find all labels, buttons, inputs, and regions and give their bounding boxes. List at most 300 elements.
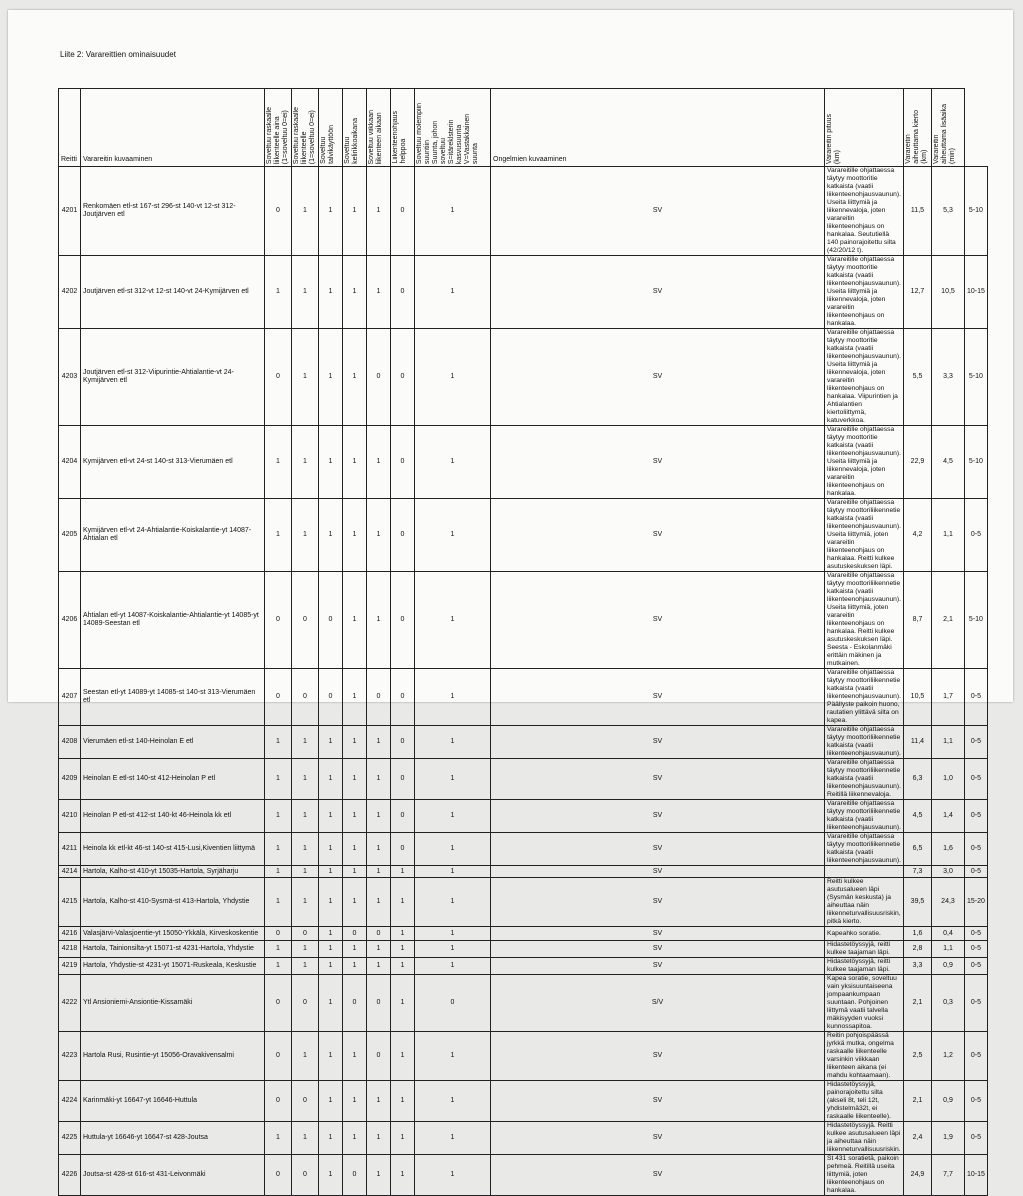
route-description: Hartola, Tainionsilta-yt 15071-st 4231-Hartola, Yhdystie — [81, 941, 265, 958]
flag-cell: 0 — [265, 975, 292, 1032]
flag-cell: 1 — [343, 726, 367, 759]
flag-cell: SV — [491, 759, 825, 800]
route-id: 4201 — [59, 167, 81, 256]
route-length: 2,1 — [903, 975, 931, 1032]
flag-cell: 1 — [292, 941, 319, 958]
flag-cell: 1 — [367, 878, 391, 927]
document-title: Liite 2: Varareittien ominaisuudet — [60, 50, 176, 59]
flag-cell: 1 — [367, 167, 391, 256]
flag-cell: 0 — [265, 1155, 292, 1196]
flag-cell: 1 — [415, 426, 491, 499]
flag-cell: 1 — [415, 1155, 491, 1196]
flag-cell: 0 — [367, 1032, 391, 1081]
table-row — [59, 1155, 988, 1196]
detour-length: 4,5 — [931, 426, 964, 499]
route-length: 2,1 — [903, 1081, 931, 1122]
flag-cell: 1 — [319, 1122, 343, 1155]
flag-cell: 0 — [265, 1081, 292, 1122]
extra-time: 0-5 — [964, 833, 987, 866]
flag-cell: 1 — [415, 941, 491, 958]
flag-cell: 1 — [319, 941, 343, 958]
header-detour: Varareitin aiheuttama kierto (km) — [903, 89, 931, 167]
flag-cell: 1 — [343, 329, 367, 426]
detour-length: 1,0 — [931, 759, 964, 800]
detour-length: 1,6 — [931, 833, 964, 866]
route-length: 11,5 — [903, 167, 931, 256]
route-id: 4215 — [59, 878, 81, 927]
flag-cell: 1 — [415, 958, 491, 975]
extra-time: 5-10 — [964, 572, 987, 669]
flag-cell: 0 — [391, 572, 415, 669]
detour-length: 1,4 — [931, 800, 964, 833]
route-description: Joutjärven etl-st 312-Viipurintie-Ahtialantie-vt 24-Kymijärven etl — [81, 329, 265, 426]
flag-cell: 1 — [265, 833, 292, 866]
flag-cell: 1 — [292, 800, 319, 833]
detour-length: 2,1 — [931, 572, 964, 669]
flag-cell: 1 — [319, 499, 343, 572]
flag-cell: SV — [491, 941, 825, 958]
detour-length: 1,1 — [931, 499, 964, 572]
flag-cell: 1 — [391, 927, 415, 941]
route-id: 4224 — [59, 1081, 81, 1122]
flag-cell: 1 — [319, 759, 343, 800]
problem-description: Reitti kulkee asutusalueen läpi (Sysmän keskusta) ja aiheuttaa näin liikenneturvallisuusriskin, pitkä kierto. — [825, 878, 904, 927]
route-description: Hartola, Kalho-st 410-yt 15035-Hartola, Syrjäharju — [81, 866, 265, 878]
flag-cell: S/V — [491, 975, 825, 1032]
flag-cell: SV — [491, 1155, 825, 1196]
route-length: 39,5 — [903, 878, 931, 927]
flag-cell: 1 — [415, 669, 491, 726]
extra-time: 0-5 — [964, 866, 987, 878]
extra-time: 0-5 — [964, 941, 987, 958]
route-description: Heinolan E etl-st 140-st 412-Heinolan P etl — [81, 759, 265, 800]
route-description: Heinolan P etl-st 412-st 140-kt 46-Heinola kk etl — [81, 800, 265, 833]
flag-cell: 1 — [265, 256, 292, 329]
extra-time: 5-10 — [964, 167, 987, 256]
flag-cell: 1 — [292, 329, 319, 426]
flag-cell: 1 — [367, 1122, 391, 1155]
header-length: Varareitin pituus (km) — [825, 89, 904, 167]
route-length: 2,8 — [903, 941, 931, 958]
route-description: Vierumäen etl-st 140-Heinolan E etl — [81, 726, 265, 759]
table-row — [59, 941, 988, 958]
flag-cell: 0 — [265, 329, 292, 426]
extra-time: 0-5 — [964, 958, 987, 975]
route-length: 3,3 — [903, 958, 931, 975]
flag-cell: 1 — [292, 426, 319, 499]
extra-time: 0-5 — [964, 726, 987, 759]
flag-cell: 1 — [265, 958, 292, 975]
route-description: Ytl Ansioniemi-Ansiontie-Kissamäki — [81, 975, 265, 1032]
table-row — [59, 167, 988, 256]
route-id: 4205 — [59, 499, 81, 572]
table-row — [59, 329, 988, 426]
flag-cell: 0 — [391, 426, 415, 499]
detour-length: 1,1 — [931, 941, 964, 958]
detour-length: 0,9 — [931, 1081, 964, 1122]
flag-cell: 1 — [391, 1122, 415, 1155]
flag-cell: 1 — [343, 958, 367, 975]
flag-cell: 1 — [343, 833, 367, 866]
flag-cell: 1 — [367, 572, 391, 669]
flag-cell: 1 — [415, 726, 491, 759]
header-problems: Ongelmien kuvaaminen — [491, 89, 825, 167]
flag-cell: 1 — [367, 800, 391, 833]
flag-cell: 1 — [391, 1155, 415, 1196]
flag-cell: 1 — [319, 927, 343, 941]
table-row — [59, 726, 988, 759]
flag-cell: 1 — [292, 499, 319, 572]
flag-cell: 1 — [343, 499, 367, 572]
flag-cell: 1 — [391, 941, 415, 958]
route-description: Hartola Rusi, Rusintie-yt 15056-Oravakivensalmi — [81, 1032, 265, 1081]
detour-length: 0,3 — [931, 975, 964, 1032]
header-direction: Soveltuu molempiin suuntiin Suunta, johon soveltuu S=itäreklsterin kasvusuunta V=Vastakkainen suunta — [415, 89, 491, 167]
table-row — [59, 833, 988, 866]
route-length: 4,2 — [903, 499, 931, 572]
flag-cell: 1 — [265, 759, 292, 800]
route-length: 10,5 — [903, 669, 931, 726]
flag-cell: 0 — [292, 1155, 319, 1196]
extra-time: 10-15 — [964, 256, 987, 329]
flag-cell: 1 — [265, 866, 292, 878]
problem-description: Varareitille ohjattaessa täytyy moottoriliikennetie katkaista (vaatii liikenteenohjausvaunun). — [825, 833, 904, 866]
flag-cell: 1 — [265, 1122, 292, 1155]
table-row — [59, 572, 988, 669]
flag-cell: 0 — [265, 167, 292, 256]
flag-cell: 1 — [265, 941, 292, 958]
flag-cell: 0 — [343, 975, 367, 1032]
route-id: 4208 — [59, 726, 81, 759]
header-heavy: Soveltuu raskaalle liikenteelle (1=soveltuu 0=ei) — [292, 89, 319, 167]
flag-cell: 1 — [367, 759, 391, 800]
flag-cell: 1 — [292, 866, 319, 878]
route-id: 4216 — [59, 927, 81, 941]
flag-cell: 1 — [319, 1032, 343, 1081]
flag-cell: 1 — [343, 866, 367, 878]
flag-cell: SV — [491, 958, 825, 975]
route-id: 4204 — [59, 426, 81, 499]
route-length: 12,7 — [903, 256, 931, 329]
flag-cell: 1 — [343, 426, 367, 499]
flag-cell: 0 — [391, 833, 415, 866]
extra-time: 0-5 — [964, 800, 987, 833]
problem-description: Varareitille ohjattaessa täytyy moottoriliikennetie katkaista (vaatii liikenteenohjausvaunun). Useita liittymiä, joten varareitin liikenteenohjaus on hankalaa. Reitti kulkee asutuskeskuksen läpi. — [825, 499, 904, 572]
table-row — [59, 975, 988, 1032]
extra-time: 0-5 — [964, 669, 987, 726]
table-row — [59, 958, 988, 975]
extra-time: 5-10 — [964, 329, 987, 426]
flag-cell: 1 — [265, 878, 292, 927]
route-length: 8,7 — [903, 572, 931, 669]
flag-cell: 1 — [319, 167, 343, 256]
flag-cell: SV — [491, 866, 825, 878]
flag-cell: 1 — [391, 1032, 415, 1081]
flag-cell: 1 — [319, 800, 343, 833]
extra-time: 0-5 — [964, 499, 987, 572]
flag-cell: 1 — [343, 669, 367, 726]
header-route-id: Reitti — [59, 89, 81, 167]
route-length: 6,5 — [903, 833, 931, 866]
flag-cell: 0 — [265, 1032, 292, 1081]
flag-cell: 1 — [319, 329, 343, 426]
problem-description: St 431 soratietä, paikoin pehmeä. Reitillä useita liittymiä, joten liikenteenohjaus on hankalaa. — [825, 1155, 904, 1196]
flag-cell: 1 — [391, 878, 415, 927]
flag-cell: 1 — [319, 1081, 343, 1122]
flag-cell: 1 — [415, 256, 491, 329]
flag-cell: 1 — [367, 941, 391, 958]
route-length: 2,5 — [903, 1032, 931, 1081]
flag-cell: 1 — [265, 499, 292, 572]
table-row — [59, 1122, 988, 1155]
problem-description: Varareitille ohjattaessa täytyy moottoritie katkaista (vaatii liikenteenohjausvaunun). Useita liittymiä ja liikennevaloja, joten varareitin liikenteenohjaus on hankalaa. — [825, 426, 904, 499]
route-description: Joutsa-st 428-st 616-st 431-Leivonmäki — [81, 1155, 265, 1196]
detour-length: 1,2 — [931, 1032, 964, 1081]
problem-description: Varareitille ohjattaessa täytyy moottoriliikennetie katkaista (vaatii liikenteenohjausvaunun). — [825, 726, 904, 759]
route-id: 4210 — [59, 800, 81, 833]
route-length: 22,9 — [903, 426, 931, 499]
flag-cell: SV — [491, 1122, 825, 1155]
route-properties-table — [58, 88, 988, 1196]
problem-description: Hidastetöyssyjä, reitti kulkee taajaman läpi. — [825, 941, 904, 958]
flag-cell: SV — [491, 167, 825, 256]
flag-cell: 1 — [367, 958, 391, 975]
flag-cell: 1 — [319, 878, 343, 927]
flag-cell: 1 — [367, 1081, 391, 1122]
table-row — [59, 759, 988, 800]
route-description: Seestan etl-yt 14089-yt 14085-st 140-st 313-Vierumäen etl — [81, 669, 265, 726]
flag-cell: 1 — [367, 833, 391, 866]
route-description: Valasjärvi-Valasjoentie-yt 15050-Ykkälä, Kirveskoskentie — [81, 927, 265, 941]
flag-cell: 0 — [292, 572, 319, 669]
flag-cell: 1 — [415, 1081, 491, 1122]
flag-cell: 1 — [292, 167, 319, 256]
route-id: 4209 — [59, 759, 81, 800]
flag-cell: 0 — [391, 499, 415, 572]
flag-cell: 1 — [343, 256, 367, 329]
flag-cell: 0 — [367, 927, 391, 941]
detour-length: 0,9 — [931, 958, 964, 975]
route-id: 4219 — [59, 958, 81, 975]
problem-description — [825, 866, 904, 878]
table-row — [59, 1081, 988, 1122]
table-row — [59, 866, 988, 878]
route-id: 4223 — [59, 1032, 81, 1081]
route-description: Huttula-yt 16646-yt 16647-st 428-Joutsa — [81, 1122, 265, 1155]
route-description: Hartola, Kalho-st 410-Sysmä-st 413-Hartola, Yhdystie — [81, 878, 265, 927]
flag-cell: 1 — [319, 426, 343, 499]
flag-cell: SV — [491, 833, 825, 866]
extra-time: 5-10 — [964, 426, 987, 499]
flag-cell: 1 — [367, 499, 391, 572]
flag-cell: 1 — [292, 1032, 319, 1081]
problem-description: Hidastetöyssyjä, reitti kulkee taajaman läpi. — [825, 958, 904, 975]
detour-length: 0,4 — [931, 927, 964, 941]
route-length: 11,4 — [903, 726, 931, 759]
route-id: 4207 — [59, 669, 81, 726]
table-row — [59, 426, 988, 499]
extra-time: 0-5 — [964, 1032, 987, 1081]
flag-cell: 1 — [367, 426, 391, 499]
flag-cell: 0 — [319, 572, 343, 669]
flag-cell: 1 — [292, 1122, 319, 1155]
flag-cell: 1 — [343, 941, 367, 958]
extra-time: 0-5 — [964, 927, 987, 941]
flag-cell: 1 — [265, 800, 292, 833]
flag-cell: 1 — [343, 1032, 367, 1081]
header-thaw: Soveltuu kelirikkoaikana — [343, 89, 367, 167]
table-row — [59, 800, 988, 833]
flag-cell: 1 — [391, 958, 415, 975]
flag-cell: 1 — [415, 499, 491, 572]
flag-cell: 1 — [415, 927, 491, 941]
flag-cell: SV — [491, 499, 825, 572]
route-id: 4226 — [59, 1155, 81, 1196]
flag-cell: 1 — [292, 726, 319, 759]
problem-description: Varareitille ohjattaessa täytyy moottoriliikennetie katkaista (vaatii liikenteenohjausvaunun). Useita liittymiä, joten varareitin liikenteenohjaus on hankalaa. Reitti kulkee asutuskeskuksen läpi. Seesta - Eskolanmäki erittäin mäkinen ja mutkainen. — [825, 572, 904, 669]
route-description: Heinola kk etl-kt 46-st 140-st 415-Lusi,Kiventien liittymä — [81, 833, 265, 866]
flag-cell: 1 — [415, 1122, 491, 1155]
flag-cell: 1 — [265, 426, 292, 499]
detour-length: 3,0 — [931, 866, 964, 878]
flag-cell: SV — [491, 726, 825, 759]
extra-time: 0-5 — [964, 1122, 987, 1155]
route-description: Kymijärven etl-vt 24-Ahtialantie-Koiskalantie-yt 14087-Ahtialan etl — [81, 499, 265, 572]
flag-cell: 1 — [292, 759, 319, 800]
extra-time: 0-5 — [964, 1081, 987, 1122]
header-weekend: Soveltuu viikkaan liikenteen aikaan — [367, 89, 391, 167]
flag-cell: 0 — [391, 167, 415, 256]
extra-time: 0-5 — [964, 759, 987, 800]
route-description: Renkomäen etl-st 167-st 296-st 140-vt 12-st 312-Joutjärven etl — [81, 167, 265, 256]
flag-cell: SV — [491, 426, 825, 499]
flag-cell: 1 — [319, 975, 343, 1032]
problem-description: Varareitille ohjattaessa täytyy moottoriliikennetie katkaista (vaatii liikenteenohjausvaunun). — [825, 800, 904, 833]
flag-cell: 1 — [343, 572, 367, 669]
detour-length: 24,3 — [931, 878, 964, 927]
flag-cell: 1 — [415, 759, 491, 800]
flag-cell: 1 — [292, 958, 319, 975]
flag-cell: 1 — [319, 866, 343, 878]
flag-cell: 1 — [343, 878, 367, 927]
detour-length: 7,7 — [931, 1155, 964, 1196]
detour-length: 1,9 — [931, 1122, 964, 1155]
header-route-description: Varareitin kuvaaminen — [81, 89, 265, 167]
route-id: 4225 — [59, 1122, 81, 1155]
route-id: 4222 — [59, 975, 81, 1032]
flag-cell: 1 — [415, 800, 491, 833]
flag-cell: 1 — [415, 878, 491, 927]
problem-description: Varareitille ohjattaessa täytyy moottoritie katkaista (vaatii liikenteenohjausvaunun). Useita liittymiä ja liikennevaloja, joten varareitin liikenteenohjaus on hankalaa. Seututiellä 140 painorajoitettu silta (42/20/12 t). — [825, 167, 904, 256]
flag-cell: 1 — [343, 800, 367, 833]
flag-cell: 1 — [343, 167, 367, 256]
problem-description: Varareitille ohjattaessa täytyy moottoriliikennetie katkaista (vaatii liikenteenohjausvaunun). Päällyste paikoin huono, rautatien ylittävä silta on kapea. — [825, 669, 904, 726]
detour-length: 10,5 — [931, 256, 964, 329]
problem-description: Kapeahko soratie. — [825, 927, 904, 941]
route-length: 6,3 — [903, 759, 931, 800]
flag-cell: 1 — [265, 726, 292, 759]
route-id: 4218 — [59, 941, 81, 958]
flag-cell: 1 — [367, 866, 391, 878]
route-id: 4202 — [59, 256, 81, 329]
flag-cell: SV — [491, 927, 825, 941]
flag-cell: 1 — [319, 833, 343, 866]
flag-cell: 1 — [391, 1081, 415, 1122]
table-row — [59, 927, 988, 941]
extra-time: 10-15 — [964, 1155, 987, 1196]
route-id: 4203 — [59, 329, 81, 426]
flag-cell: 0 — [265, 927, 292, 941]
flag-cell: 1 — [319, 1155, 343, 1196]
route-description: Joutjärven etl-st 312-vt 12-st 140-vt 24-Kymijärven etl — [81, 256, 265, 329]
problem-description: Reitin pohjoispäässä jyrkkä mutka, ongelma raskaalle liikenteelle varsinkin viikkaan liikenteen aikana (ei mahdu kohtaamaan). — [825, 1032, 904, 1081]
flag-cell: 0 — [319, 669, 343, 726]
route-id: 4214 — [59, 866, 81, 878]
flag-cell: 0 — [343, 1155, 367, 1196]
flag-cell: 1 — [292, 878, 319, 927]
route-length: 5,5 — [903, 329, 931, 426]
flag-cell: 0 — [292, 1081, 319, 1122]
flag-cell: 0 — [292, 927, 319, 941]
route-id: 4211 — [59, 833, 81, 866]
route-length: 7,3 — [903, 866, 931, 878]
detour-length: 1,1 — [931, 726, 964, 759]
route-id: 4206 — [59, 572, 81, 669]
flag-cell: 1 — [415, 833, 491, 866]
route-description: Ahtialan etl-yt 14087-Koiskalantie-Ahtialantie-yt 14085-yt 14089-Seestan etl — [81, 572, 265, 669]
flag-cell: 1 — [367, 256, 391, 329]
route-description: Hartola, Yhdystie-st 4231-yt 15071-Ruskeala, Keskustie — [81, 958, 265, 975]
header-heavy-always: Soveltuu raskaalle liikenteelle aina (1=soveltuu 0=ei) — [265, 89, 292, 167]
header-extra-time: Varareitin aiheuttama lisäaika (min) — [931, 89, 964, 167]
flag-cell: SV — [491, 572, 825, 669]
route-length: 24,9 — [903, 1155, 931, 1196]
table-row — [59, 878, 988, 927]
route-length: 4,5 — [903, 800, 931, 833]
problem-description: Kapea soratie, soveltuu vain yksisuuntaiseena jompaankumpaan suuntaan. Pohjoinen liittymä vaatii talvella mäkisyyden vuoksi kunnossapitoa. — [825, 975, 904, 1032]
flag-cell: 1 — [415, 329, 491, 426]
detour-length: 5,3 — [931, 167, 964, 256]
table-header-row — [59, 89, 988, 167]
table-row — [59, 499, 988, 572]
flag-cell: 1 — [391, 975, 415, 1032]
problem-description: Hidastetöyssyjä, painorajoitettu silta (akseli 8t, teli 12t, yhdistelmä32t, ei raskaalle liikenteelle). — [825, 1081, 904, 1122]
table-row — [59, 1032, 988, 1081]
flag-cell: SV — [491, 1032, 825, 1081]
extra-time: 15-20 — [964, 878, 987, 927]
flag-cell: 0 — [265, 669, 292, 726]
flag-cell: 0 — [391, 329, 415, 426]
route-length: 2,4 — [903, 1122, 931, 1155]
problem-description: Hidastetöyssyjä. Reitti kulkee asutusalueen läpi ja aiheuttaa näin liikenneturvallisuusriskin. — [825, 1122, 904, 1155]
flag-cell: SV — [491, 329, 825, 426]
flag-cell: 1 — [367, 726, 391, 759]
route-description: Karinmäki-yt 16647-yt 16646-Huttula — [81, 1081, 265, 1122]
route-length: 1,6 — [903, 927, 931, 941]
flag-cell: 1 — [343, 1081, 367, 1122]
problem-description: Varareitille ohjattaessa täytyy moottoritie katkaista (vaatii liikenteenohjausvaunun). Useita liittymiä ja liikennevaloja, joten varareitin liikenteenohjaus on hankalaa. — [825, 256, 904, 329]
flag-cell: 1 — [391, 866, 415, 878]
flag-cell: 0 — [367, 975, 391, 1032]
route-description: Kymijärven etl-vt 24-st 140-st 313-Vierumäen etl — [81, 426, 265, 499]
flag-cell: 1 — [319, 958, 343, 975]
detour-length: 3,3 — [931, 329, 964, 426]
flag-cell: 1 — [415, 572, 491, 669]
flag-cell: SV — [491, 256, 825, 329]
flag-cell: 0 — [367, 329, 391, 426]
flag-cell: SV — [491, 800, 825, 833]
flag-cell: 0 — [343, 927, 367, 941]
